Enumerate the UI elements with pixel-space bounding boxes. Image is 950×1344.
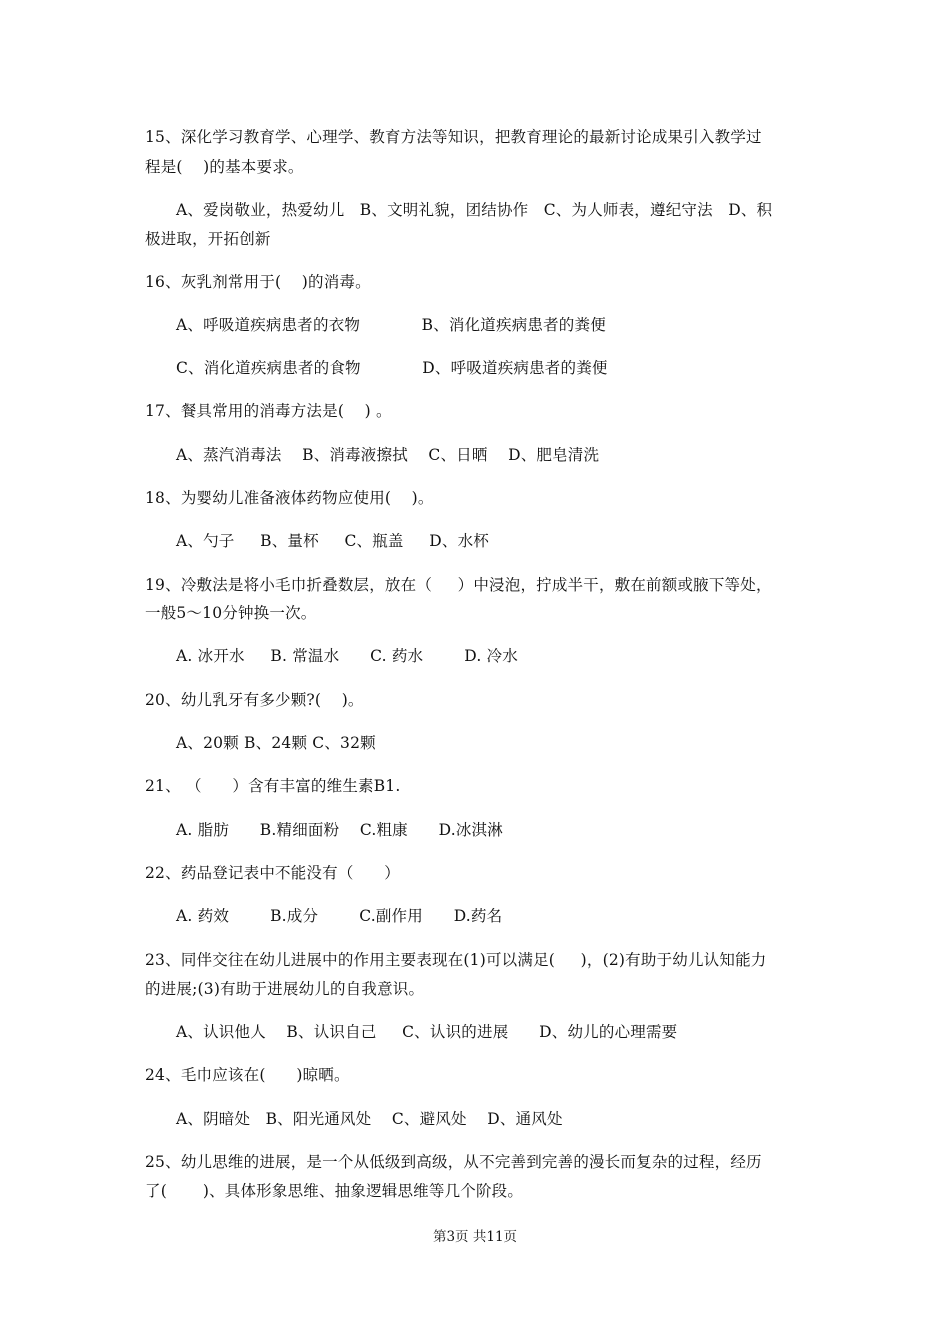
question-15-options-line-2: 极进取，开拓创新: [145, 230, 271, 248]
question-24-stem: 24、毛巾应该在( )晾晒。: [145, 1066, 350, 1084]
question-23-stem-line-1: 23、同伴交往在幼儿进展中的作用主要表现在(1)可以满足( )，(2)有助于幼儿认知能力: [145, 951, 767, 969]
question-15-options-line-1: A、爱岗敬业，热爱幼儿 B、文明礼貌，团结协作 C、为人师表，遵纪守法 D、积: [176, 201, 773, 219]
question-20-options: A、20颗 B、24颗 C、32颗: [176, 734, 376, 752]
question-19-stem-line-1: 19、冷敷法是将小毛巾折叠数层，放在（ ）中浸泡，拧成半干，敷在前额或腋下等处，: [145, 576, 772, 594]
question-20-stem: 20、幼儿乳牙有多少颗?( )。: [145, 691, 364, 709]
question-21-stem: 21、 （ ）含有丰富的维生素B1.: [145, 777, 401, 795]
question-18-options: A、勺子 B、量杯 C、瓶盖 D、水杯: [176, 532, 489, 550]
page-number-footer: 第3页 共11页: [432, 1229, 518, 1245]
question-19-options: A. 冰开水 B. 常温水 C. 药水 D. 冷水: [176, 647, 518, 665]
question-23-stem-line-2: 的进展;(3)有助于进展幼儿的自我意识。: [145, 980, 425, 998]
question-23-options: A、认识他人 B、认识自己 C、认识的进展 D、幼儿的心理需要: [176, 1023, 678, 1041]
question-19-stem-line-2: 一般5～10分钟换一次。: [145, 604, 317, 622]
question-17-options: A、蒸汽消毒法 B、消毒液擦拭 C、日晒 D、肥皂清洗: [176, 446, 600, 464]
question-16-stem: 16、灰乳剂常用于( )的消毒。: [145, 273, 371, 291]
question-22-stem: 22、药品登记表中不能没有（ ）: [145, 864, 400, 882]
question-15-stem-line-1: 15、深化学习教育学、心理学、教育方法等知识，把教育理论的最新讨论成果引入教学过: [145, 128, 762, 146]
question-18-stem: 18、为婴幼儿准备液体药物应使用( )。: [145, 489, 434, 507]
question-16-options-line-1: A、呼吸道疾病患者的衣物 B、消化道疾病患者的粪便: [176, 316, 606, 334]
question-15-stem-line-2: 程是( )的基本要求。: [145, 158, 304, 176]
question-25-stem-line-1: 25、幼儿思维的进展，是一个从低级到高级，从不完善到完善的漫长而复杂的过程，经历: [145, 1153, 762, 1171]
question-22-options: A. 药效 B.成分 C.副作用 D.药名: [176, 907, 503, 925]
question-24-options: A、阴暗处 B、阳光通风处 C、避风处 D、通风处: [176, 1110, 563, 1128]
question-21-options: A. 脂肪 B.精细面粉 C.粗康 D.冰淇淋: [176, 821, 503, 839]
question-16-options-line-2: C、消化道疾病患者的食物 D、呼吸道疾病患者的粪便: [176, 359, 608, 377]
question-25-stem-line-2: 了( )、具体形象思维、抽象逻辑思维等几个阶段。: [145, 1182, 524, 1200]
question-17-stem: 17、餐具常用的消毒方法是( ) 。: [145, 402, 392, 420]
